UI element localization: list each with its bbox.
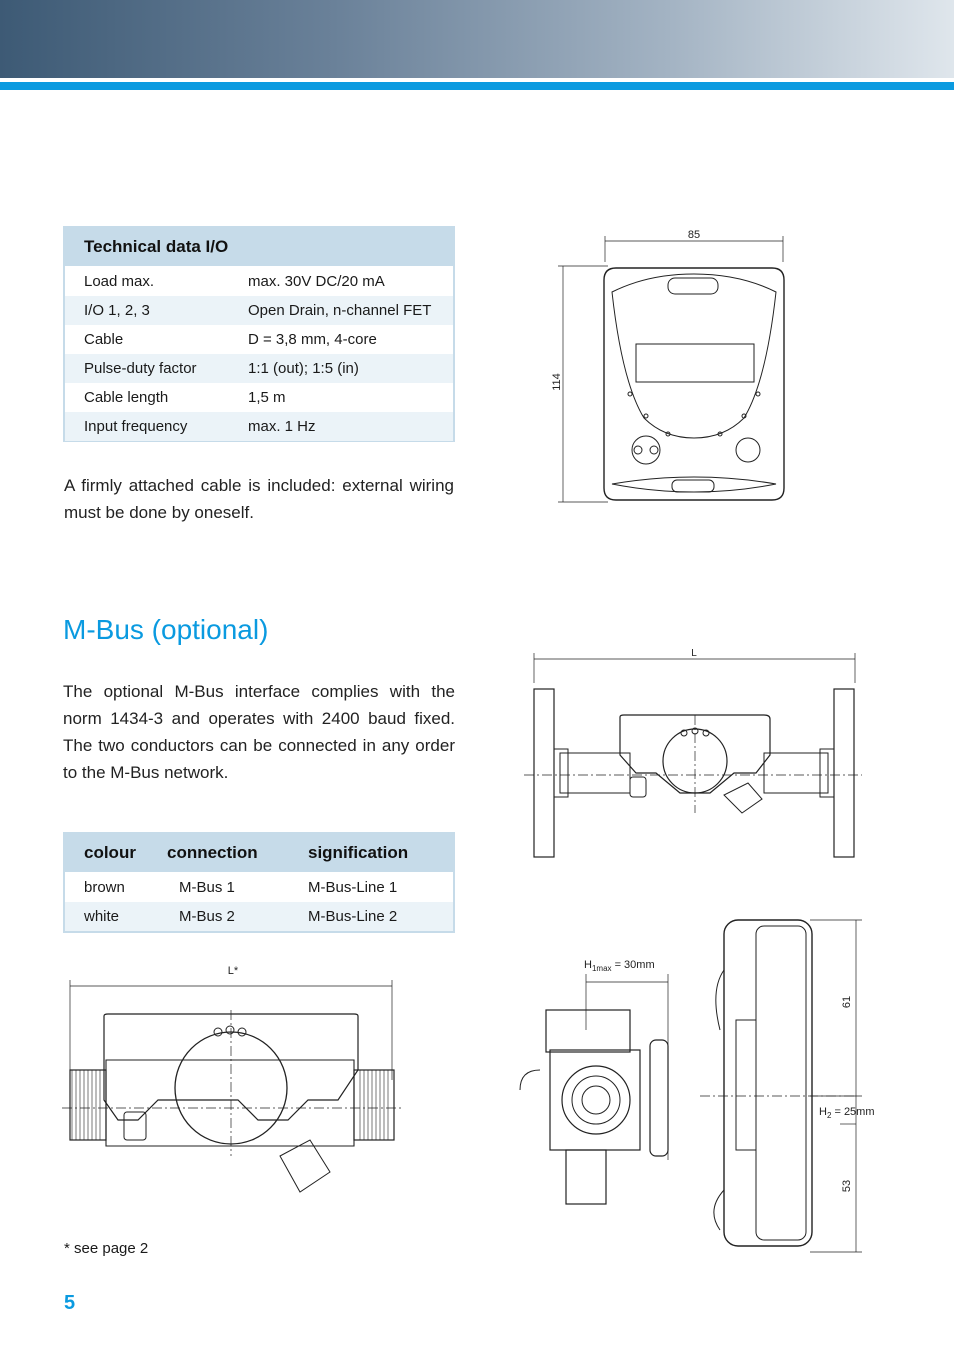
row-value: D = 3,8 mm, 4-core [248, 331, 377, 348]
cell-signification: M-Bus-Line 1 [308, 879, 398, 896]
meter-side-view-drawing [510, 910, 895, 1260]
side-h1-sub: 1max [591, 964, 612, 973]
cell-colour: brown [84, 879, 125, 896]
top-length-label: L [691, 648, 697, 659]
meter-front-view-drawing [548, 222, 798, 512]
cable-note-text: A firmly attached cable is included: external wiring must be done by oneself. [64, 476, 454, 522]
row-label: I/O 1, 2, 3 [84, 302, 150, 319]
row-label: Input frequency [84, 418, 188, 435]
side-h2-rest: = 25mm [831, 1106, 875, 1118]
row-value: max. 1 Hz [248, 418, 316, 435]
table-header [65, 228, 453, 266]
side-h1-base: H [584, 959, 592, 971]
row-label: Cable length [84, 389, 169, 406]
col-connection: connection [167, 843, 258, 862]
footnote: * see page 2 [64, 1240, 149, 1257]
header-banner [0, 0, 954, 78]
col-colour: colour [84, 843, 136, 862]
meter-flanged-drawing [520, 643, 865, 863]
table-title: Technical data I/O [84, 237, 229, 256]
cell-signification: M-Bus-Line 2 [308, 908, 398, 925]
side-h2-label [819, 1106, 875, 1120]
row-value: 1,5 m [248, 389, 286, 406]
technical-data-table [63, 226, 455, 442]
side-h1-rest: = 30mm [611, 959, 655, 971]
cell-connection: M-Bus 2 [179, 908, 235, 925]
table-row [65, 267, 453, 296]
meter-threaded-drawing [58, 960, 408, 1220]
mbus-heading: M-Bus (optional) [63, 614, 269, 645]
table-row [65, 902, 453, 931]
page-number: 5 [64, 1292, 76, 1314]
side-h2-sub: 2 [826, 1111, 832, 1120]
row-label: Load max. [84, 273, 155, 290]
front-height-label: 114 [551, 373, 563, 391]
mbus-description-text: The optional M-Bus interface complies with the norm 1434-3 and operates with 2400 baud fixed. The two conductors can be connected in any order to the M-Bus network. [63, 682, 455, 782]
table-row [65, 412, 453, 441]
side-h2-base: H [819, 1106, 827, 1118]
cable-note [64, 472, 454, 526]
table-row [65, 325, 453, 354]
side-53-label: 53 [841, 1179, 853, 1193]
row-value: max. 30V DC/20 mA [248, 273, 385, 290]
table-row [65, 383, 453, 412]
table-row [65, 296, 453, 325]
cell-connection: M-Bus 1 [179, 879, 235, 896]
side-61-label: 61 [841, 995, 853, 1009]
row-label: Pulse-duty factor [84, 360, 197, 377]
bottom-length-label: L* [227, 965, 239, 977]
header-accent-line [0, 82, 954, 90]
cell-colour: white [84, 908, 120, 925]
front-width-label: 85 [687, 229, 701, 241]
mbus-table [63, 832, 455, 933]
mbus-description [63, 678, 455, 786]
row-value: 1:1 (out); 1:5 (in) [248, 360, 359, 377]
row-label: Cable [84, 331, 124, 348]
row-value: Open Drain, n-channel FET [248, 302, 432, 319]
mbus-table-header [65, 834, 453, 872]
table-row [65, 354, 453, 383]
col-signification: signification [308, 843, 409, 862]
table-row [65, 873, 453, 902]
side-h1-label [584, 959, 655, 973]
